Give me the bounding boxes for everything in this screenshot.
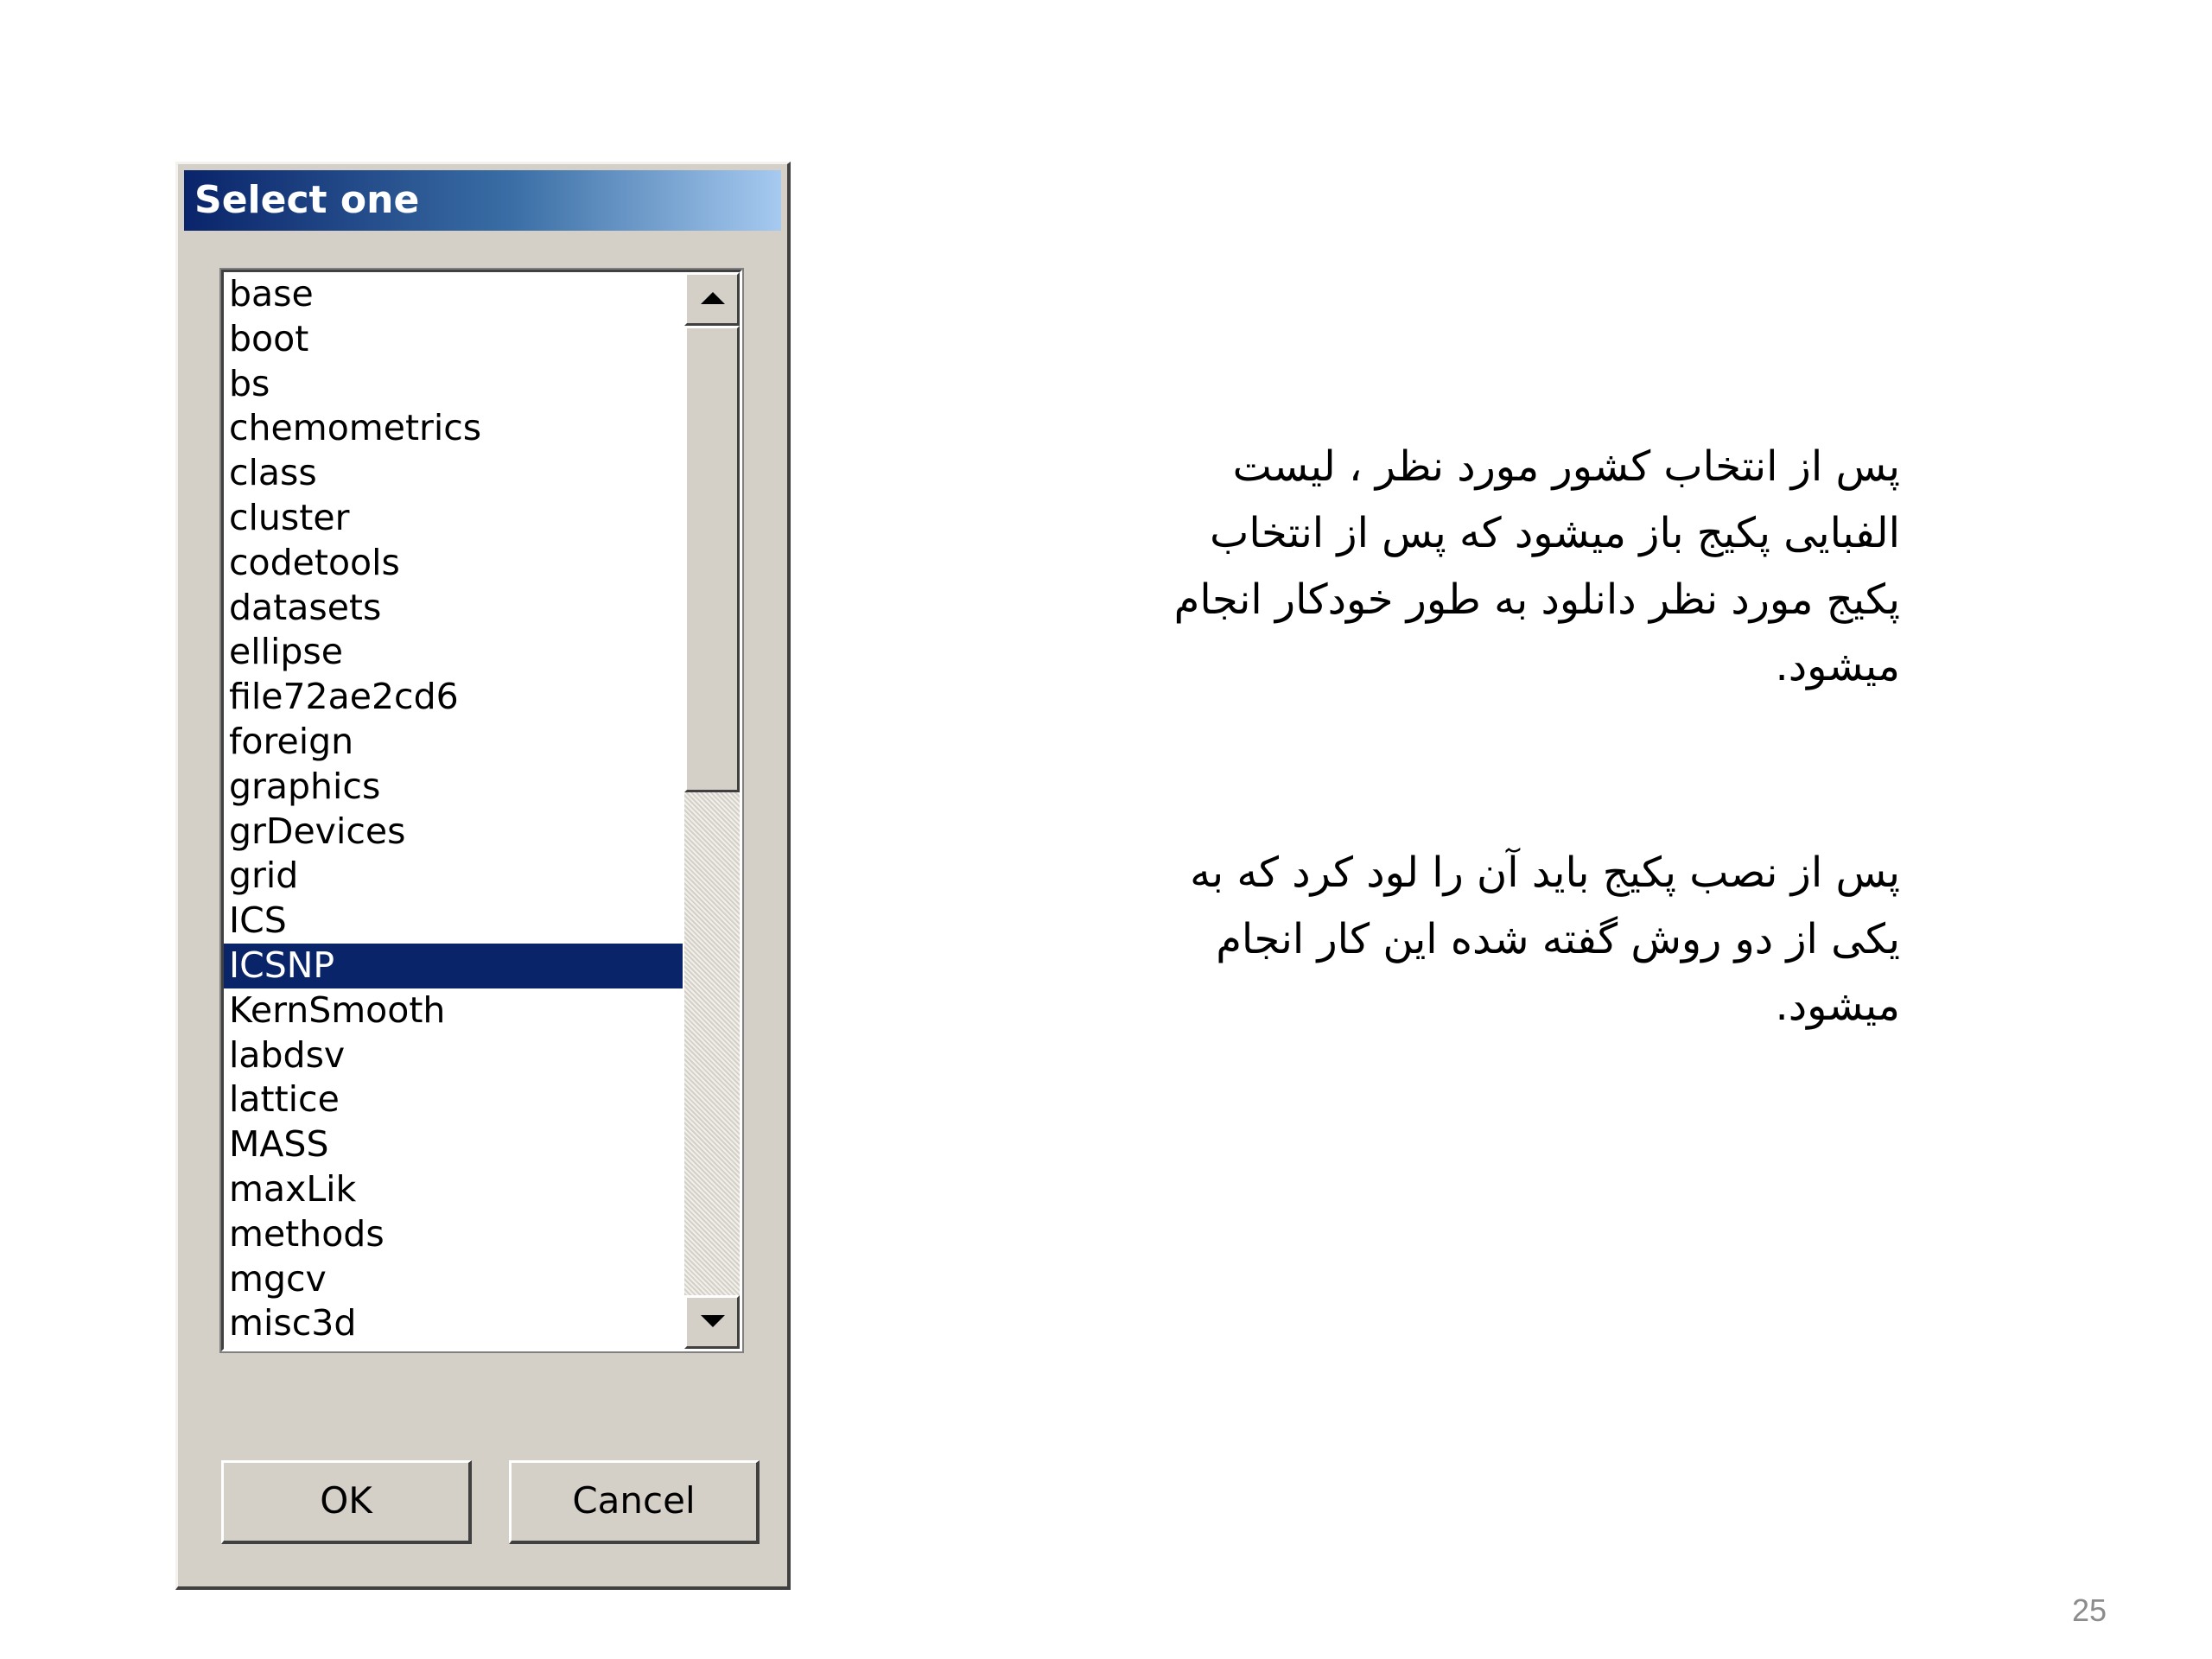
package-list <box>224 272 683 1349</box>
list-item[interactable]: cluster <box>229 496 350 538</box>
paragraph-line: پس از نصب پکیج باید آن را لود کرد که به <box>1190 849 1900 897</box>
list-item[interactable]: graphics <box>229 765 381 807</box>
triangle-up-icon <box>701 292 725 304</box>
list-item[interactable]: ICS <box>229 899 287 942</box>
list-item[interactable]: KernSmooth <box>229 988 446 1031</box>
list-item[interactable]: ellipse <box>229 631 344 673</box>
paragraph-line: پس از انتخاب کشور مورد نظر ، لیست <box>1232 442 1900 491</box>
dialog-title: Select one <box>194 178 420 222</box>
scroll-thumb[interactable] <box>684 326 740 792</box>
list-item[interactable]: file72ae2cd6 <box>229 676 459 718</box>
list-item-selected[interactable]: ICSNP <box>224 944 683 988</box>
list-item[interactable]: class <box>229 452 317 494</box>
scroll-up-button[interactable] <box>684 272 740 326</box>
paragraph-package-list <box>1071 434 1900 700</box>
list-item[interactable]: base <box>229 273 314 315</box>
dialog-titlebar[interactable] <box>184 170 781 231</box>
list-item[interactable]: mgcv <box>229 1257 327 1300</box>
list-item[interactable]: labdsv <box>229 1033 346 1076</box>
vertical-scrollbar[interactable] <box>684 272 740 1349</box>
list-item[interactable]: methods <box>229 1212 385 1255</box>
list-item[interactable]: grDevices <box>229 810 406 852</box>
list-item[interactable]: lattice <box>229 1078 340 1121</box>
list-item[interactable]: bs <box>229 362 270 404</box>
list-item[interactable]: maxLik <box>229 1167 357 1210</box>
triangle-down-icon <box>701 1315 725 1327</box>
select-one-dialog <box>175 162 791 1590</box>
list-item[interactable]: grid <box>229 855 299 897</box>
ok-button[interactable]: OK <box>221 1460 472 1544</box>
scroll-down-button[interactable] <box>684 1295 740 1349</box>
cancel-button[interactable]: Cancel <box>509 1460 760 1544</box>
paragraph-line: میشود. <box>1775 642 1900 690</box>
list-item[interactable]: misc3d <box>229 1302 357 1344</box>
list-item[interactable]: codetools <box>229 541 400 583</box>
paragraph-line: پکیج مورد نظر دانلود به طور خودکار انجام <box>1173 575 1900 624</box>
list-item[interactable]: foreign <box>229 720 354 762</box>
paragraph-line: الفبایی پکیج باز میشود که پس از انتخاب <box>1210 509 1900 557</box>
list-item[interactable]: chemometrics <box>229 407 482 449</box>
list-item[interactable]: boot <box>229 317 309 359</box>
paragraph-line: یکی از دو روش گفته شده این کار انجام <box>1216 915 1900 963</box>
paragraph-load-package <box>1071 840 1900 1039</box>
paragraph-line: میشود. <box>1775 982 1900 1030</box>
list-item[interactable]: MASS <box>229 1123 329 1166</box>
list-item[interactable]: datasets <box>229 586 382 628</box>
page-number: 25 <box>2072 1592 2107 1628</box>
package-listbox[interactable] <box>221 270 742 1351</box>
